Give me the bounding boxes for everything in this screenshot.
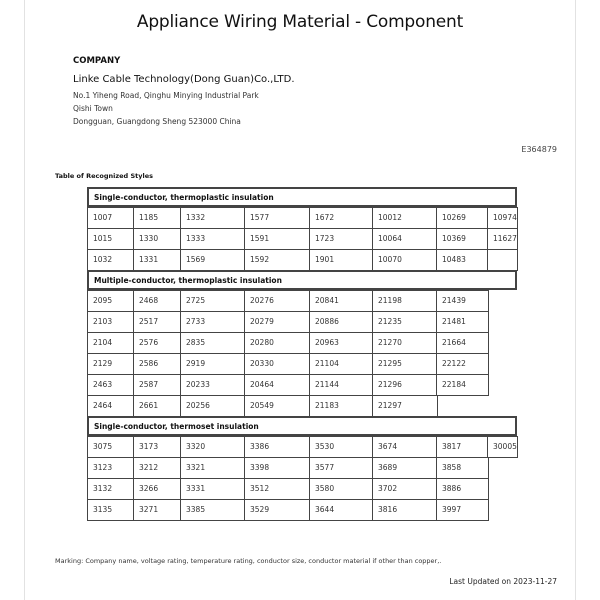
table-cell: 20464: [244, 374, 311, 396]
table-cell: 2129: [87, 353, 135, 375]
table-cell: 3320: [180, 436, 246, 458]
table-cell: 3132: [87, 478, 135, 500]
table-cell: 21297: [372, 395, 438, 417]
table-cell: 10012: [372, 207, 438, 229]
table-cell: 20280: [244, 332, 311, 354]
table-cell: 1333: [180, 228, 246, 250]
company-name: Linke Cable Technology(Dong Guan)Co.,LTD.: [73, 74, 295, 85]
table-cell: 10070: [372, 249, 438, 271]
table-cell: 2104: [87, 332, 135, 354]
address-line-1: No.1 Yiheng Road, Qinghu Minying Industrial Park: [73, 91, 259, 100]
document-page: [24, 0, 576, 600]
table-cell: 20279: [244, 311, 311, 333]
table-cell: 3577: [309, 457, 374, 479]
table-cell: 1591: [244, 228, 311, 250]
table-cell: 3385: [180, 499, 246, 521]
table-cell: 3271: [133, 499, 182, 521]
table-cell: 2576: [133, 332, 182, 354]
table-cell: 3817: [436, 436, 489, 458]
table-cell: 3689: [372, 457, 438, 479]
table-cell: 10064: [372, 228, 438, 250]
table-cell: 20276: [244, 290, 311, 312]
table-cell: 3266: [133, 478, 182, 500]
table-cell: [487, 249, 518, 271]
table-cell: 21481: [436, 311, 489, 333]
table-cell: 11627: [487, 228, 518, 250]
address-line-2: Qishi Town: [73, 104, 113, 113]
table-cell: 20233: [180, 374, 246, 396]
table-cell: 3529: [244, 499, 311, 521]
table-cell: 1007: [87, 207, 135, 229]
table-cell: 2587: [133, 374, 182, 396]
table-cell: 1901: [309, 249, 374, 271]
table-cell: 3212: [133, 457, 182, 479]
table-cell: 3580: [309, 478, 374, 500]
table-cell: 2725: [180, 290, 246, 312]
table-cell: 21198: [372, 290, 438, 312]
table-cell: 3386: [244, 436, 311, 458]
table-cell: 2468: [133, 290, 182, 312]
table-cell: 21144: [309, 374, 374, 396]
page-title: Appliance Wiring Material - Component: [136, 12, 464, 32]
table-cell: 1577: [244, 207, 311, 229]
table-cell: 22184: [436, 374, 489, 396]
table-cell: 10269: [436, 207, 489, 229]
table-cell: 2095: [87, 290, 135, 312]
table-cell: 2661: [133, 395, 182, 417]
table-cell: 2103: [87, 311, 135, 333]
table-cell: 1672: [309, 207, 374, 229]
table-cell: 21296: [372, 374, 438, 396]
table-cell: 21104: [309, 353, 374, 375]
table-cell: 1569: [180, 249, 246, 271]
table-cell: 10974: [487, 207, 518, 229]
table-cell: 3135: [87, 499, 135, 521]
table-cell: 20549: [244, 395, 311, 417]
table-cell: 2919: [180, 353, 246, 375]
table-cell: 1592: [244, 249, 311, 271]
section-heading: Multiple-conductor, thermoplastic insulation: [87, 270, 517, 290]
table-cell: 3530: [309, 436, 374, 458]
table-cell: 1330: [133, 228, 182, 250]
table-cell: 3674: [372, 436, 438, 458]
table-cell: 20841: [309, 290, 374, 312]
marking-note: Marking: Company name, voltage rating, temperature rating, conductor size, conductor material if other than copper,.: [55, 557, 442, 565]
table-cell: 2835: [180, 332, 246, 354]
table-cell: 2464: [87, 395, 135, 417]
table-cell: 21664: [436, 332, 489, 354]
table-cell: 20963: [309, 332, 374, 354]
table-cell: 1185: [133, 207, 182, 229]
table-cell: 3173: [133, 436, 182, 458]
table-cell: 21235: [372, 311, 438, 333]
table-cell: 3331: [180, 478, 246, 500]
table-cell: 1032: [87, 249, 135, 271]
table-cell: 3816: [372, 499, 438, 521]
table-cell: 3644: [309, 499, 374, 521]
table-cell: 21270: [372, 332, 438, 354]
table-cell: 10369: [436, 228, 489, 250]
table-cell: 1723: [309, 228, 374, 250]
table-cell: 2463: [87, 374, 135, 396]
table-cell: 1332: [180, 207, 246, 229]
company-label: COMPANY: [73, 56, 121, 66]
file-number: E364879: [521, 145, 557, 154]
table-cell: 3321: [180, 457, 246, 479]
table-cell: 3512: [244, 478, 311, 500]
table-label: Table of Recognized Styles: [55, 172, 153, 180]
section-heading: Single-conductor, thermoset insulation: [87, 416, 517, 436]
table-cell: 21295: [372, 353, 438, 375]
section-heading: Single-conductor, thermoplastic insulation: [87, 187, 517, 207]
last-updated: Last Updated on 2023-11-27: [449, 577, 557, 586]
table-cell: 22122: [436, 353, 489, 375]
table-cell: 20330: [244, 353, 311, 375]
table-cell: 10483: [436, 249, 489, 271]
table-cell: 21439: [436, 290, 489, 312]
table-cell: 3123: [87, 457, 135, 479]
table-cell: 3858: [436, 457, 489, 479]
table-cell: 3886: [436, 478, 489, 500]
table-cell: 20886: [309, 311, 374, 333]
table-cell: 3702: [372, 478, 438, 500]
table-cell: 3997: [436, 499, 489, 521]
table-cell: 1331: [133, 249, 182, 271]
table-cell: 3398: [244, 457, 311, 479]
table-cell: 2733: [180, 311, 246, 333]
table-cell: 1015: [87, 228, 135, 250]
table-cell: 3075: [87, 436, 135, 458]
address-line-3: Dongguan, Guangdong Sheng 523000 China: [73, 117, 241, 126]
table-cell: 30005: [487, 436, 518, 458]
table-cell: 2517: [133, 311, 182, 333]
table-cell: 21183: [309, 395, 374, 417]
table-cell: 2586: [133, 353, 182, 375]
table-cell: 20256: [180, 395, 246, 417]
